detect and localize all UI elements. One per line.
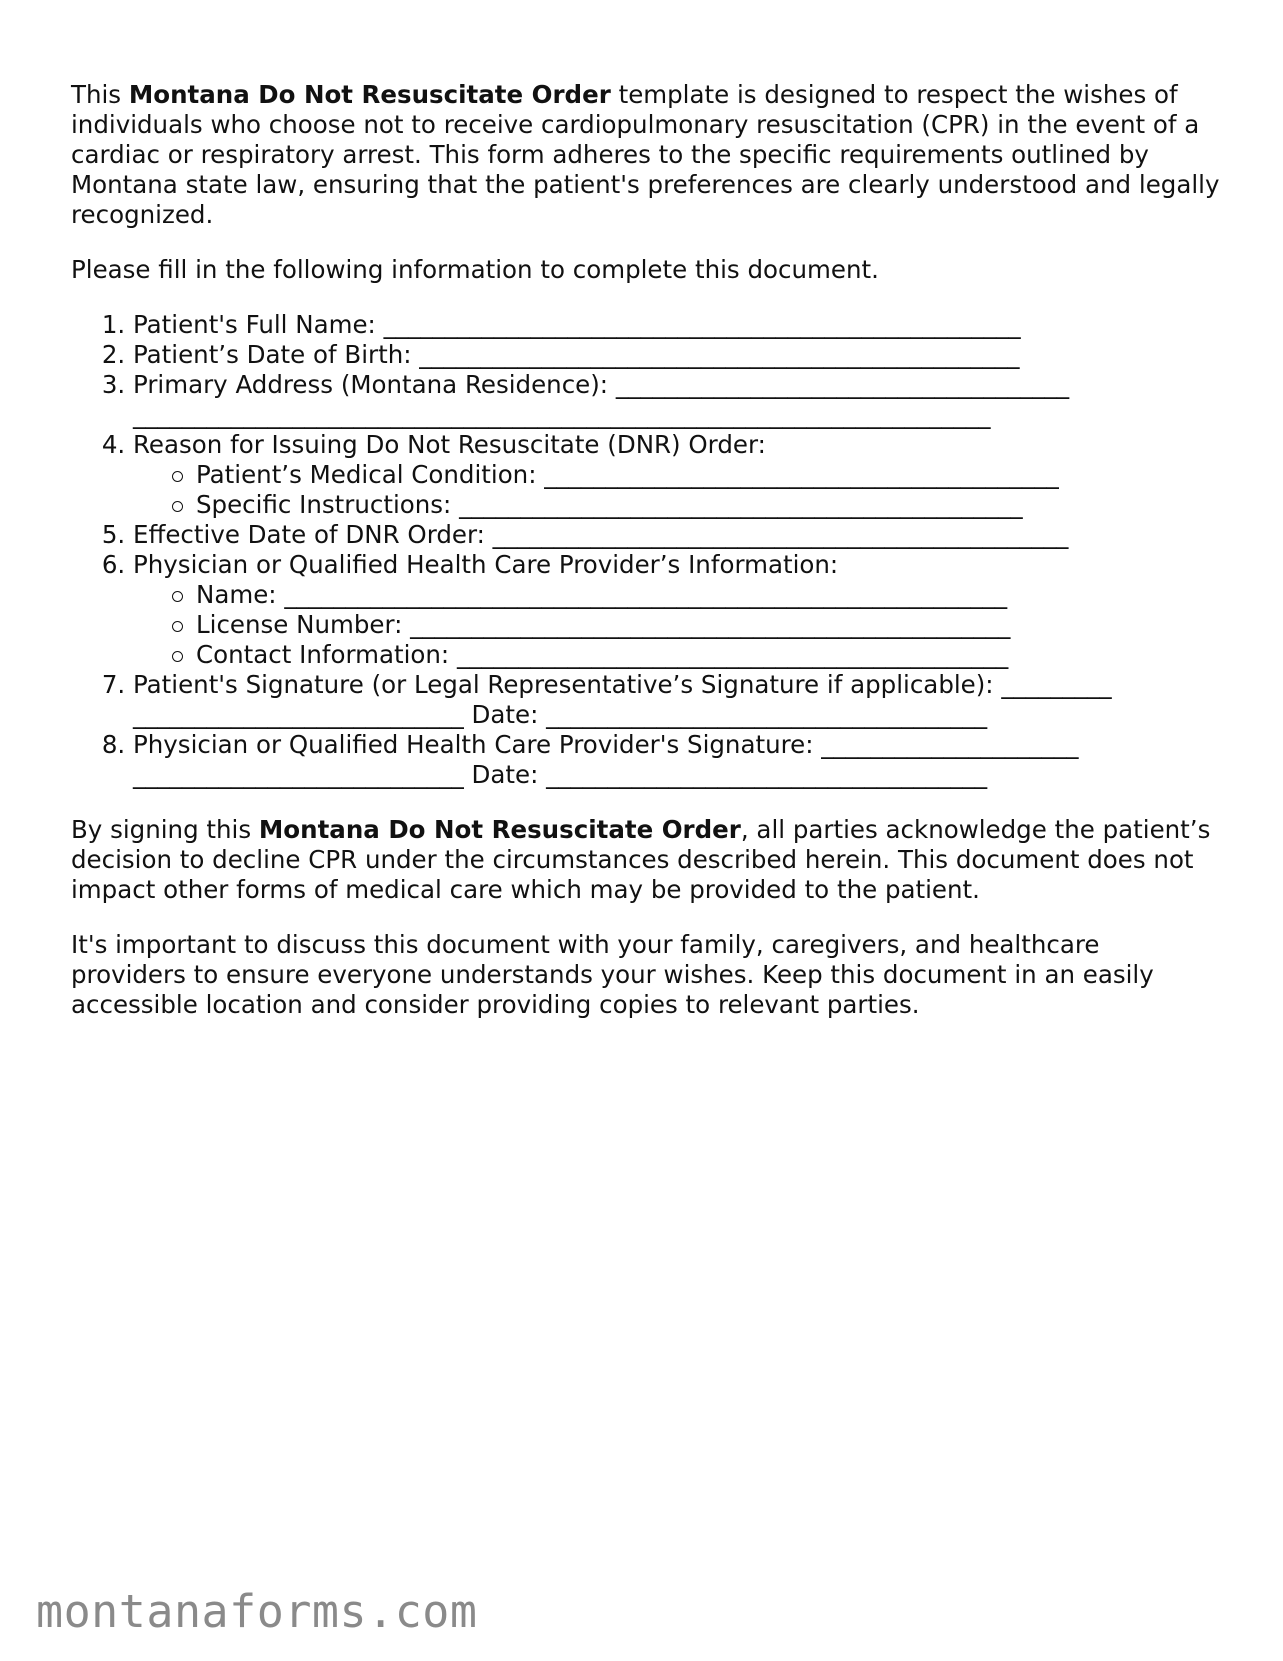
intro-post: template is designed to respect the wishes of individuals who choose not to receive cardiopulmonary resuscitation (CPR) in the event of a cardiac or respiratory arrest. This form adheres to the specific requirements outlined by Montana state law, ensuring that the patient's preferences are clearly understood and legally recognized. — [71, 80, 1220, 229]
field-specific-instructions[interactable]: Specific Instructions: ______________________________________________ — [196, 490, 1221, 520]
field-provider-signature[interactable]: 8. Physician or Qualified Health Care Provider's Signature: _____________________ ___________________________ Date: ____________________________________ — [133, 730, 1221, 790]
provider-info-sublist — [133, 580, 1221, 670]
closing-paragraph — [71, 815, 1221, 905]
field-contact-information[interactable]: Contact Information: _____________________________________________ — [196, 640, 1221, 670]
field-license-number[interactable]: License Number: _________________________________________________ — [196, 610, 1221, 640]
advice-paragraph: It's important to discuss this document with your family, caregivers, and healthcare providers to ensure everyone understands your wishes. Keep this document in an easily accessible location and consider providing copies to relevant parties. — [71, 930, 1154, 1019]
field-patient-dob[interactable]: 2. Patient’s Date of Birth: _________________________________________________ — [133, 340, 1221, 370]
field-dnr-reason: 4. Reason for Issuing Do Not Resuscitate (DNR) Order: Patient’s Medical Condition: __________________________________________ Specific Instructions: ______________________________________________ — [133, 430, 1221, 520]
intro-pre: This — [71, 80, 129, 109]
field-patient-signature[interactable]: 7. Patient's Signature (or Legal Representative’s Signature if applicable): _________ ___________________________ Date: ____________________________________ — [133, 670, 1221, 730]
field-primary-address[interactable]: 3. Primary Address (Montana Residence): _____________________________________ ______________________________________________________________________ — [133, 370, 1221, 430]
intro-form-title: Montana Do Not Resuscitate Order — [128, 80, 611, 109]
form-fields-list — [71, 310, 1221, 790]
field-provider-name[interactable]: Name: ___________________________________________________________ — [196, 580, 1221, 610]
site-watermark: montanaforms.com — [36, 1585, 478, 1638]
document-body — [71, 80, 1221, 1045]
closing-post: , all parties acknowledge the patient’s decision to decline CPR under the circumstances described herein. This document does not impact other forms of medical care which may be provided to the patient. — [71, 815, 1211, 904]
field-provider-info: 6. Physician or Qualified Health Care Provider’s Information: Name: ___________________________________________________________ License Number: _________________________________________________ Contact Information: _____________________________________________ — [133, 550, 1221, 670]
instruction-text: Please fill in the following information to complete this document. — [71, 255, 879, 284]
field-patient-signature-date: ___________________________ Date: ____________________________________ — [133, 700, 988, 729]
field-provider-signature-date: ___________________________ Date: ____________________________________ — [133, 760, 988, 789]
field-primary-address-continued: ______________________________________________________________________ — [133, 400, 991, 429]
field-patient-name[interactable]: 1. Patient's Full Name: ____________________________________________________ — [133, 310, 1221, 340]
intro-paragraph — [71, 80, 1221, 230]
field-medical-condition[interactable]: Patient’s Medical Condition: __________________________________________ — [196, 460, 1221, 490]
field-effective-date[interactable]: 5. Effective Date of DNR Order: _______________________________________________ — [133, 520, 1221, 550]
closing-form-title: Montana Do Not Resuscitate Order — [258, 815, 741, 844]
dnr-reason-sublist — [133, 460, 1221, 520]
closing-pre: By signing this — [71, 815, 259, 844]
